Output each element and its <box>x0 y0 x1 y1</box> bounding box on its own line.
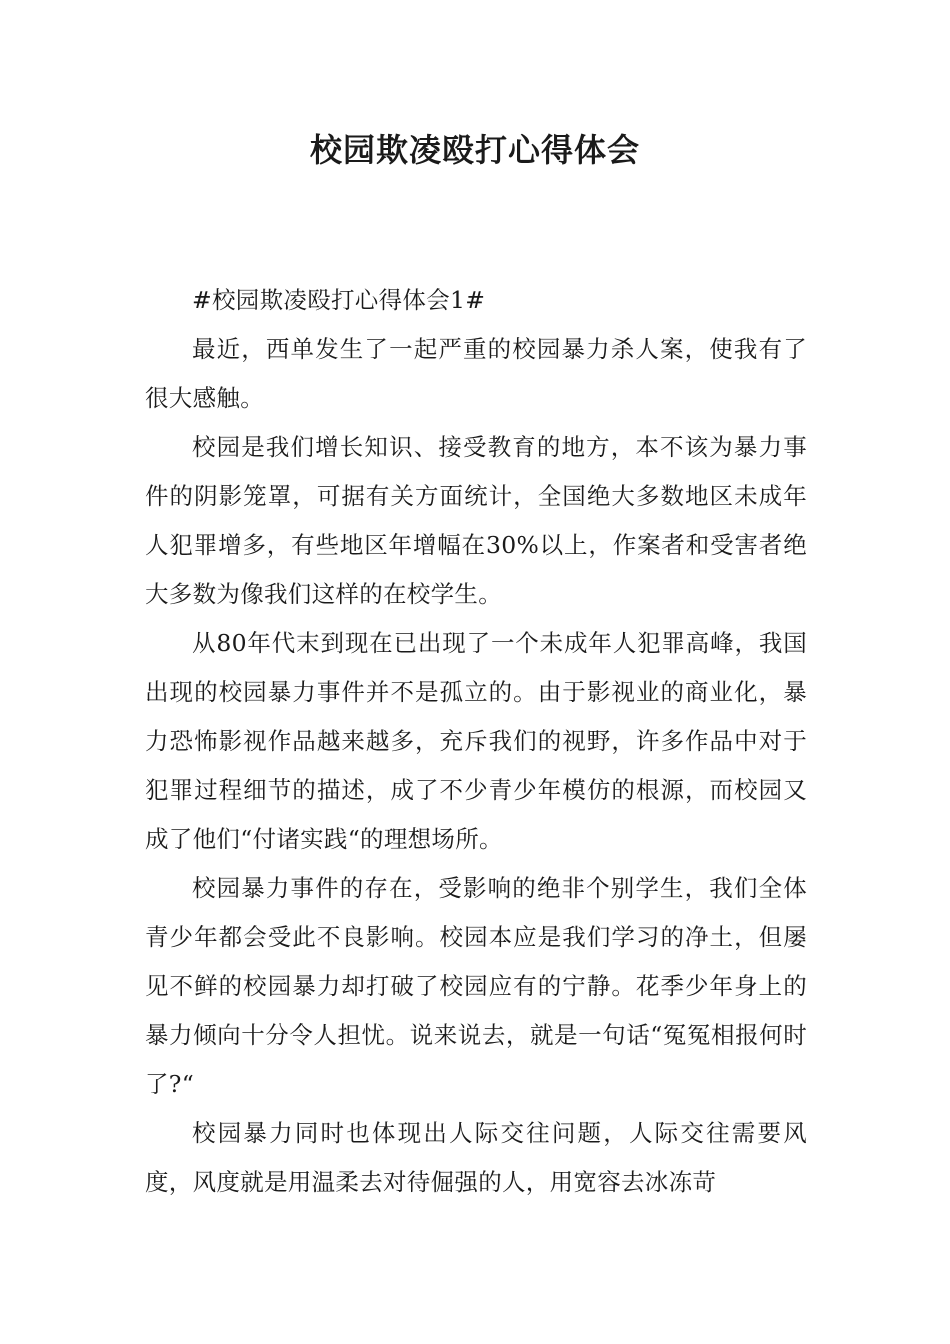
paragraph: 校园是我们增长知识、接受教育的地方，本不该为暴力事件的阴影笼罩，可据有关方面统计，全国绝大多数地区未成年人犯罪增多，有些地区年增幅在30%以上，作案者和受害者绝大多数为像我们这样的在校学生。 <box>145 433 807 608</box>
document-body <box>145 276 807 1207</box>
paragraph: 最近，西单发生了一起严重的校园暴力杀人案，使我有了很大感触。 <box>145 335 807 412</box>
paragraph: 校园暴力事件的存在，受影响的绝非个别学生，我们全体青少年都会受此不良影响。校园本应是我们学习的净土，但屡见不鲜的校园暴力却打破了校园应有的宁静。花季少年身上的暴力倾向十分令人担忧。说来说去，就是一句话“冤冤相报何时了?“ <box>145 874 807 1098</box>
document-title: 校园欺凌殴打心得体会 <box>309 131 640 169</box>
paragraph-heading: #校园欺凌殴打心得体会1# <box>192 286 486 314</box>
paragraph: 从80年代末到现在已出现了一个未成年人犯罪高峰，我国出现的校园暴力事件并不是孤立的。由于影视业的商业化，暴力恐怖影视作品越来越多，充斥我们的视野，许多作品中对于犯罪过程细节的描述，成了不少青少年模仿的根源，而校园又成了他们“付诸实践“的理想场所。 <box>145 629 807 853</box>
paragraph: 校园暴力同时也体现出人际交往问题，人际交往需要风度，风度就是用温柔去对待倔强的人，用宽容去冰冻苛 <box>145 1119 807 1196</box>
